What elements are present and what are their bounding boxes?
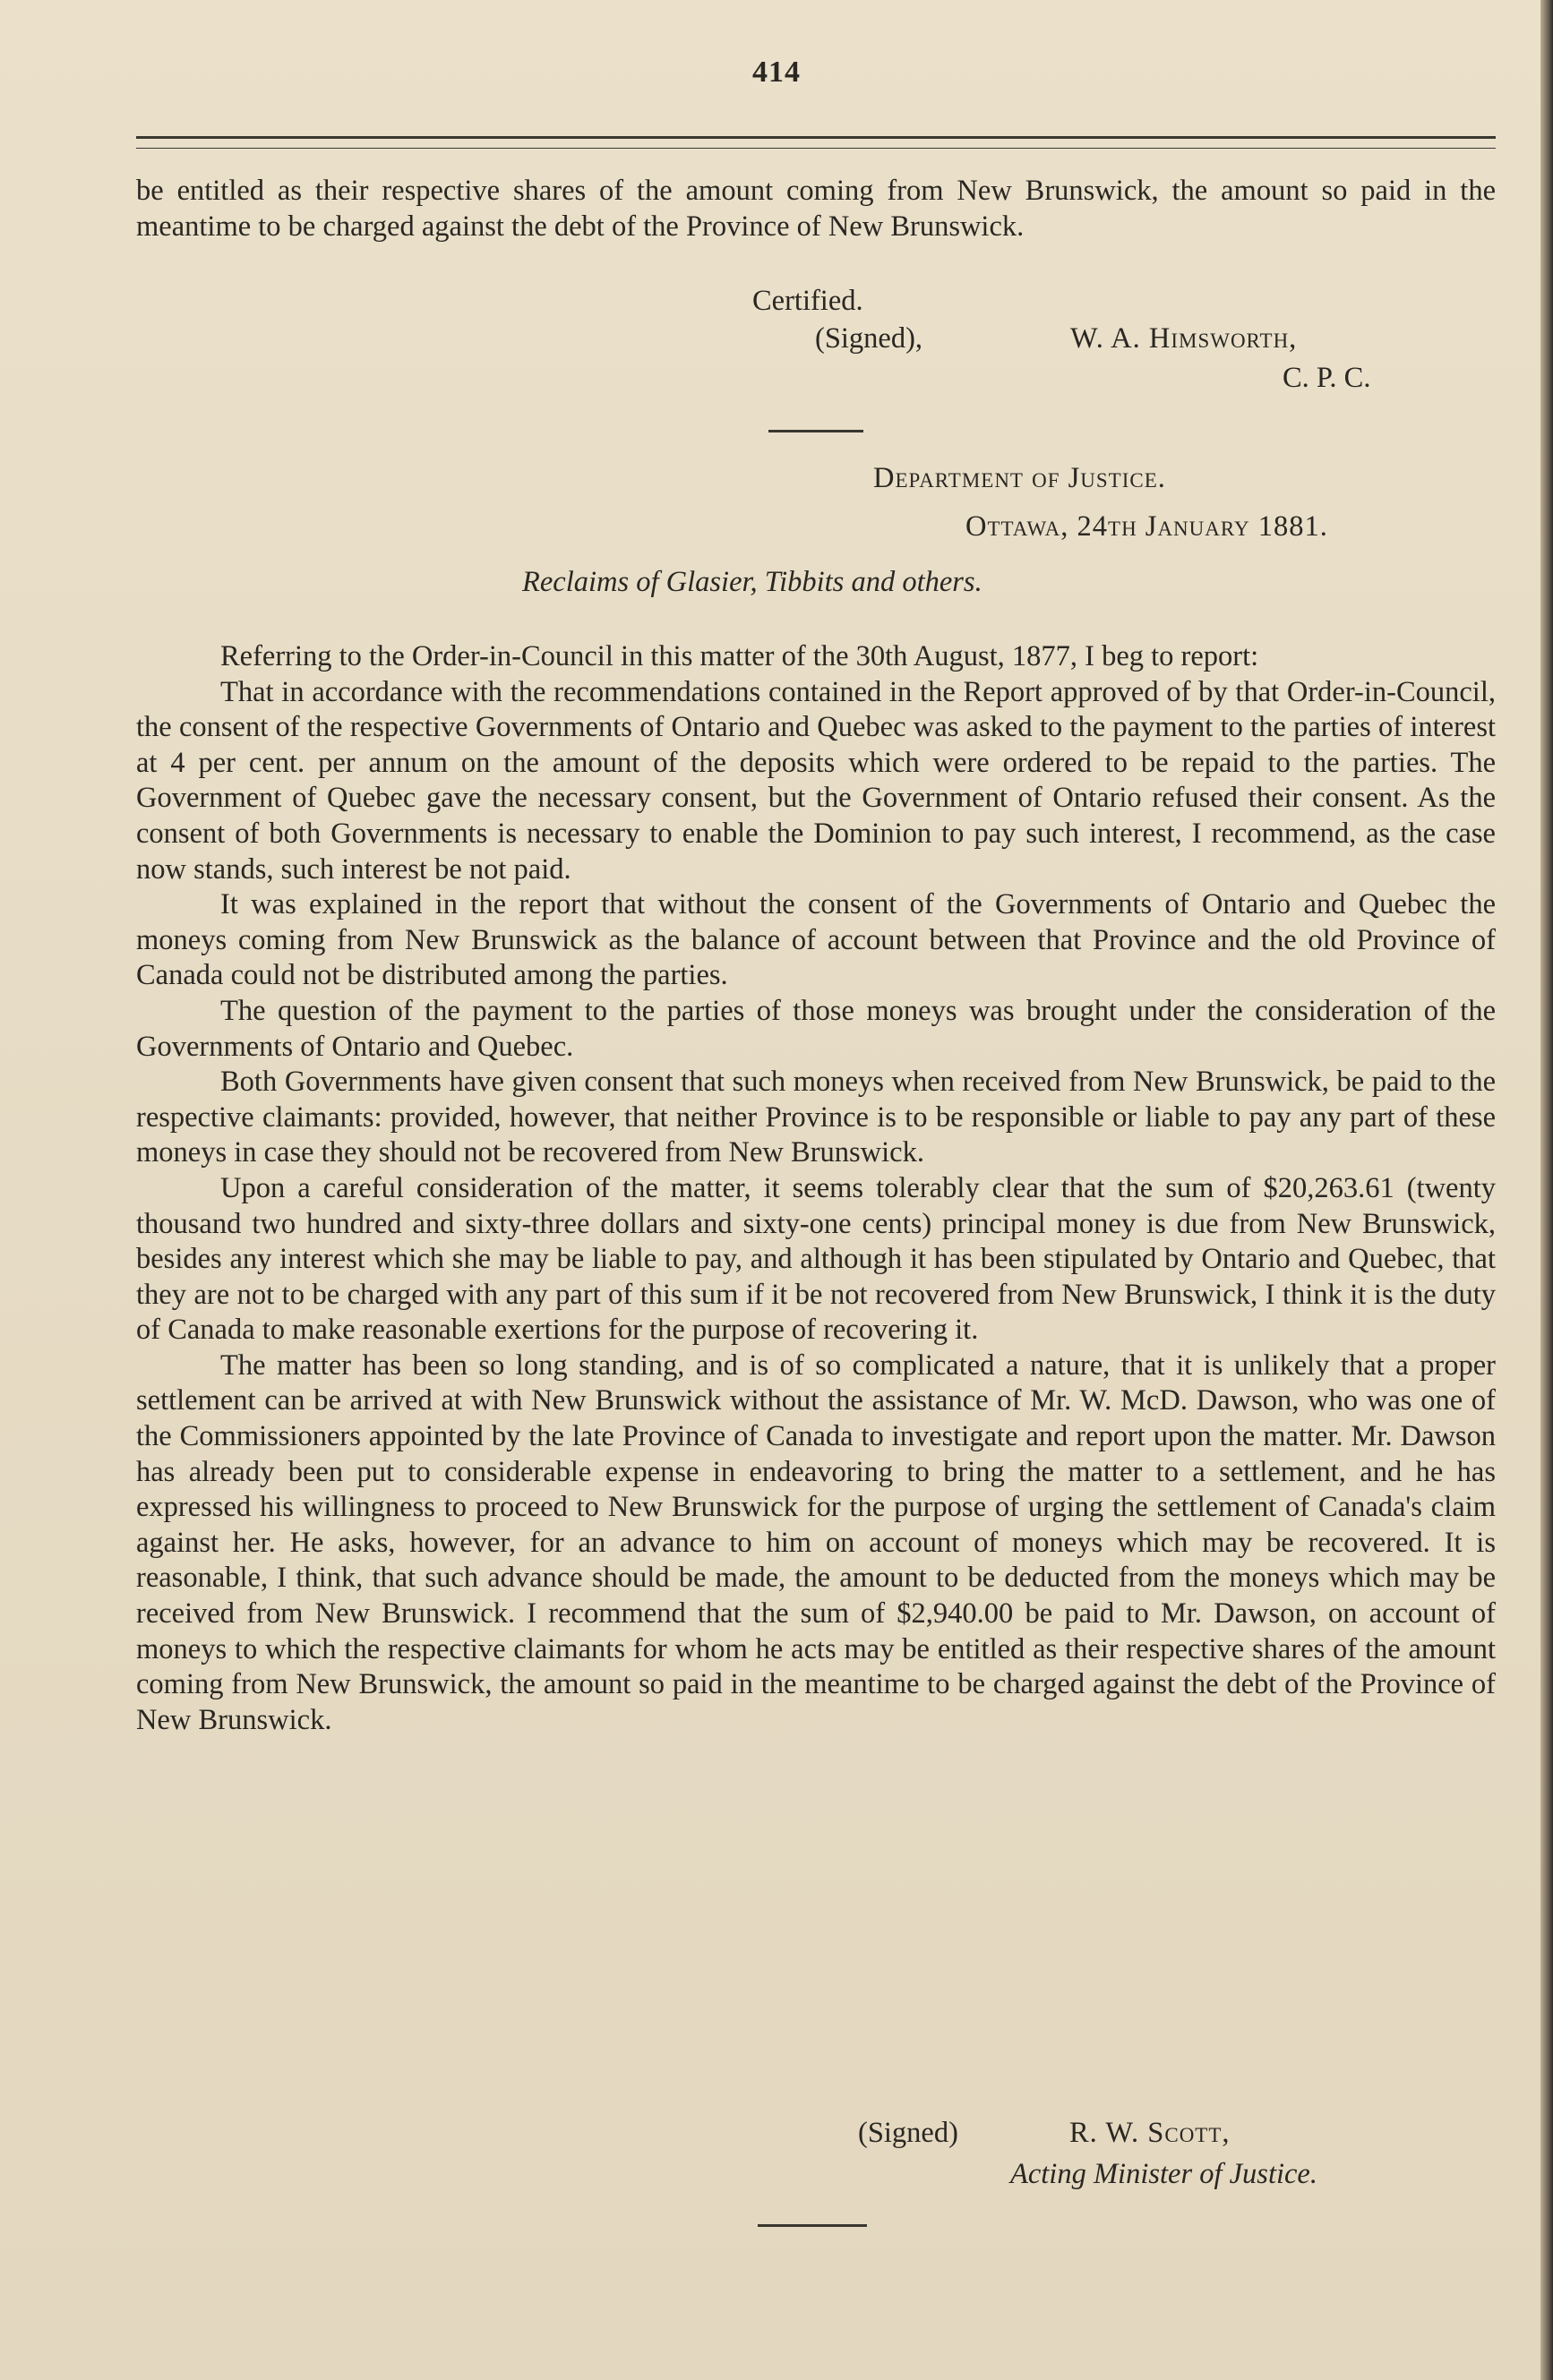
memo-paragraph: Referring to the Order-in-Council in this matter of the 30th August, 1877, I beg to report:	[220, 640, 1259, 672]
certified-label: Certified.	[752, 285, 863, 317]
signed-label: (Signed)	[858, 2117, 958, 2149]
minister-title: Acting Minister of Justice.	[1010, 2158, 1317, 2190]
header-rule	[136, 136, 1496, 149]
opening-paragraph-block	[136, 174, 1496, 244]
memo-paragraph: That in accordance with the recommendations contained in the Report approved of by that Order-in-Council, the consent of the respective Governments of Ontario and Quebec was asked to the payment to the parties of interest at 4 per cent. per annum on the amount of the deposits which were ordered to be repaid to the parties. The Government of Quebec gave the necessary consent, but the Government of Ontario refused their consent. As the consent of both Governments is necessary to enable the Dominion to pay such interest, I recommend, as the case now stands, such interest be not paid.	[136, 675, 1496, 886]
minister-name: R. W. Scott,	[1069, 2117, 1231, 2149]
memo-paragraph: Both Governments have given consent that such moneys when received from New Brunswick, be paid to the respective claimants: provided, however, that neither Province is to be responsible or liable to pay any part of these moneys in case they should not be recovered from New Brunswick.	[136, 1066, 1496, 1169]
memo-paragraph: Upon a careful consideration of the matter, it seems tolerably clear that the sum of $20,263.61 (twenty thousand two hundred and sixty-three dollars and sixty-one cents) principal money is due from New Brunswick, besides any interest which she may be liable to pay, and although it has been stipulated by Ontario and Quebec, that they are not to be charged with any part of this sum if it be not recovered from New Brunswick, I think it is the duty of Canada to make reasonable exertions for the purpose of recovering it.	[136, 1171, 1496, 1347]
certifier-title: C. P. C.	[1283, 362, 1371, 394]
memo-subject: Reclaims of Glasier, Tibbits and others.	[522, 566, 982, 598]
department-heading: Department of Justice.	[873, 462, 1166, 494]
section-divider	[768, 430, 863, 432]
opening-paragraph: be entitled as their respective shares of the amount coming from New Brunswick, the amount so paid in the meantime to be charged against the debt of the Province of New Brunswick.	[136, 175, 1496, 243]
memo-body	[136, 639, 1496, 1738]
signed-label: (Signed),	[815, 322, 923, 355]
page-number: 414	[752, 56, 801, 89]
certifier-name: W. A. Himsworth,	[1070, 322, 1298, 355]
place-date-line: Ottawa, 24th January 1881.	[965, 510, 1328, 543]
page-edge-shadow	[1540, 0, 1553, 2380]
memo-paragraph: The question of the payment to the parties of those moneys was brought under the consideration of the Governments of Ontario and Quebec.	[136, 994, 1496, 1063]
memo-paragraph: It was explained in the report that without the consent of the Governments of Ontario and Quebec the moneys coming from New Brunswick as the balance of account between that Province and the old Province of Canada could not be distributed among the parties.	[136, 888, 1496, 992]
memo-paragraph: The matter has been so long standing, and is of so complicated a nature, that it is unlikely that a proper settlement can be arrived at with New Brunswick without the assistance of Mr. W. McD. Dawson, who was one of the Commissioners appointed by the late Province of Canada to investigate and report upon the matter. Mr. Dawson has already been put to considerable expense in endeavoring to bring the matter to a settlement, and he has expressed his willingness to proceed to New Brunswick for the purpose of urging the settlement of Canada's claim against her. He asks, however, for an advance to him on account of moneys which may be recovered. It is reasonable, I think, that such advance should be made, the amount to be deducted from the moneys which may be received from New Brunswick. I recommend that the sum of $2,940.00 be paid to Mr. Dawson, on account of moneys to which the respective claimants for whom he acts may be entitled as their respective shares of the amount coming from New Brunswick, the amount so paid in the meantime to be charged against the debt of the Province of New Brunswick.	[136, 1348, 1496, 1736]
closing-divider	[758, 2224, 867, 2227]
